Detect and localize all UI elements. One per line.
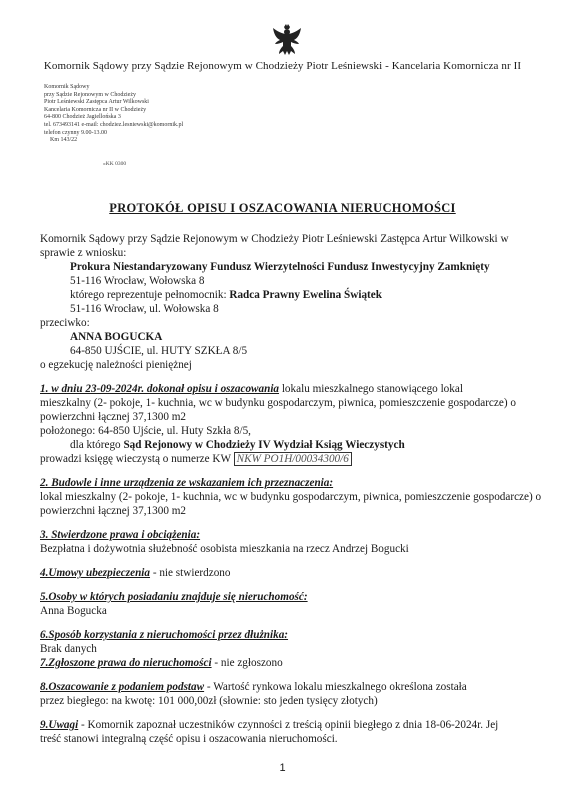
section-6-text: Brak danych xyxy=(40,643,97,655)
against-label: przeciwko: xyxy=(40,317,90,329)
creditor-address: 51-116 Wrocław, Wołowska 8 xyxy=(70,275,205,287)
section-1-line xyxy=(40,382,540,396)
section-7-heading: 7.Zgłoszone prawa do nieruchomości xyxy=(40,657,212,669)
representative-address: 51-116 Wrocław, ul. Wołowska 8 xyxy=(70,303,219,315)
stamp-line: 64-800 Chodzież Jagiellońska 3 xyxy=(44,114,121,121)
section-2-text: powierzchni łącznej 37,1300 m2 xyxy=(40,505,187,517)
representative-name: Radca Prawny Ewelina Świątek xyxy=(229,289,382,301)
representative-line xyxy=(40,288,540,302)
debtor-name: ANNA BOGUCKA xyxy=(70,331,163,343)
section-8-line xyxy=(40,680,540,694)
section-1-text: mieszkalny (2- pokoje, 1- kuchnia, wc w budynku gospodarczym, piwnica, pomieszczenie gospodarcze) o xyxy=(40,397,516,409)
section-3-text: Bezpłatna i dożywotnia służebność osobista mieszkania na rzecz Andrzej Bogucki xyxy=(40,543,409,555)
section-8-text: przez biegłego: na kwotę: 101 000,00zł (słownie: sto jeden tysięcy złotych) xyxy=(40,695,378,707)
section-7-line xyxy=(40,656,540,670)
stamp-line: przy Sądzie Rejonowym w Chodzieży xyxy=(44,91,136,98)
enforcement-purpose: o egzekucję należności pieniężnej xyxy=(40,359,192,371)
section-3-heading: 3. Stwierdzone prawa i obciążenia: xyxy=(40,529,201,541)
representative-prefix: którego reprezentuje pełnomocnik: xyxy=(70,289,230,301)
section-5-text: Anna Bogucka xyxy=(40,605,107,617)
page-number: 1 xyxy=(279,762,286,774)
section-4-heading: 4.Umowy ubezpieczenia xyxy=(40,567,151,579)
stamp-line: Komornik Sądowy xyxy=(44,84,90,90)
property-location: położonego: 64-850 Ujście, ul. Huty Szkła 8/5, xyxy=(40,425,251,437)
land-register-prefix: prowadzi księgę wieczystą o numerze KW xyxy=(40,453,234,465)
reference-code: »KK 0300 xyxy=(103,161,127,167)
section-8-text: - Wartość rynkowa lokalu mieszkalnego określona została xyxy=(204,681,467,693)
stamp-line: Km 143/22 xyxy=(50,137,78,144)
court-line xyxy=(40,438,540,452)
section-8-heading: 8.Oszacowanie z podaniem podstaw xyxy=(40,681,205,693)
section-4-text: - nie stwierdzono xyxy=(150,567,231,579)
section-6-heading: 6.Sposób korzystania z nieruchomości przez dłużnika: xyxy=(40,629,289,641)
document-body xyxy=(40,232,540,746)
polish-eagle-emblem-icon xyxy=(272,24,302,58)
section-9-line xyxy=(40,718,540,732)
bailiff-office-header: Komornik Sądowy przy Sądzie Rejonowym w Chodzieży Piotr Leśniewski - Kancelaria Komornicza nr II xyxy=(43,60,522,72)
court-prefix: dla którego xyxy=(70,439,124,451)
section-9-heading: 9.Uwagi xyxy=(40,719,79,731)
section-2-text: lokal mieszkalny (2- pokoje, 1- kuchnia, wc w budynku gospodarczym, piwnica, pomieszczenie gospodarcze) o xyxy=(40,491,542,503)
stamp-line: Kancelaria Komornicza nr II w Chodzieży xyxy=(44,106,147,113)
section-1-text: lokalu mieszkalnego stanowiącego lokal xyxy=(279,383,463,395)
creditor-name: Prokura Niestandaryzowany Fundusz Wierzytelności Fundusz Inwestycyjny Zamknięty xyxy=(70,261,490,273)
section-7-text: - nie zgłoszono xyxy=(211,657,283,669)
land-register-line xyxy=(40,452,540,466)
intro-line: sprawie z wniosku: xyxy=(40,247,127,259)
land-register-number: NKW PO1H/00034300/6 xyxy=(234,452,352,466)
section-9-text: treść stanowi integralną część opisu i oszacowania nieruchomości. xyxy=(40,733,338,745)
debtor-address: 64-850 UJŚCIE, ul. HUTY SZKŁA 8/5 xyxy=(70,345,248,357)
section-2-heading: 2. Budowle i inne urządzenia ze wskazaniem ich przeznaczenia: xyxy=(40,477,334,489)
office-stamp xyxy=(44,84,183,145)
section-1-text: powierzchni łącznej 37,1300 m2 xyxy=(40,411,187,423)
document-title: PROTOKÓŁ OPISU I OSZACOWANIA NIERUCHOMOŚCI xyxy=(109,201,456,215)
intro-line: Komornik Sądowy przy Sądzie Rejonowym w Chodzieży Piotr Leśniewski Zastępca Artur Wilkowski w xyxy=(40,233,509,245)
section-5-heading: 5.Osoby w których posiadaniu znajduje się nieruchomość: xyxy=(40,591,308,603)
section-9-text: - Komornik zapoznał uczestników czynności z treścią opinii biegłego z dnia 18-06-2024r. Jej xyxy=(78,719,499,731)
section-4-line xyxy=(40,566,540,580)
stamp-line: telefon czynny 9.00-13.00 xyxy=(44,129,107,136)
court-name: Sąd Rejonowy w Chodzieży IV Wydział Ksiąg Wieczystych xyxy=(123,439,405,451)
section-1-heading: 1. w dniu 23-09-2024r. dokonał opisu i oszacowania xyxy=(40,383,280,395)
stamp-line: Piotr Leśniewski Zastępca Artur Wilkowski xyxy=(44,99,149,106)
stamp-line: tel. 673493141 e-mail: chodziez.lesniewski@komornik.pl xyxy=(44,121,184,128)
